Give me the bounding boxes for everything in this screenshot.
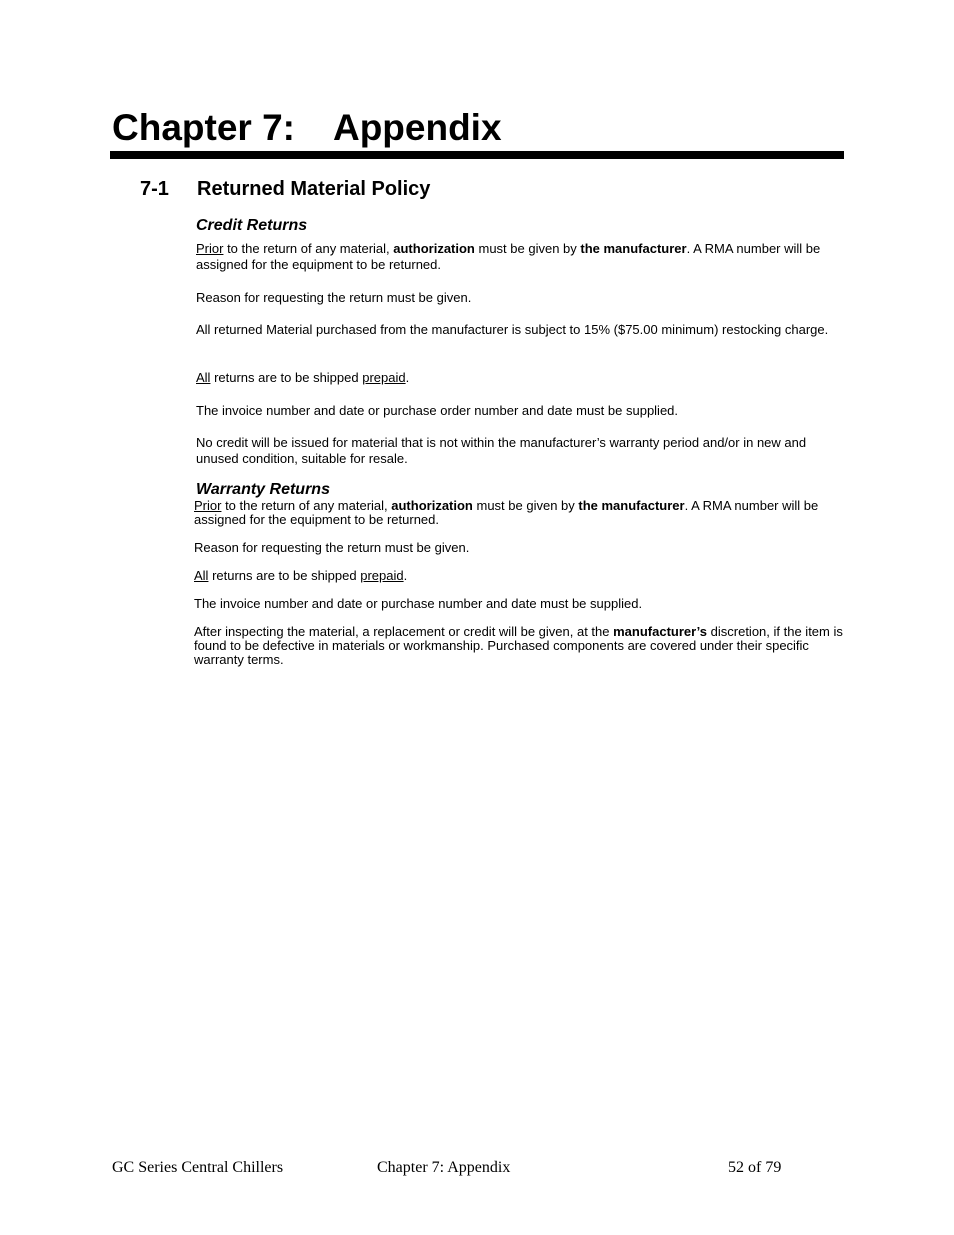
warranty-returns-heading: Warranty Returns bbox=[196, 481, 330, 498]
warranty-returns-paragraph-reason: Reason for requesting the return must be given. bbox=[194, 540, 470, 555]
chapter-name: Appendix bbox=[332, 107, 502, 148]
section-number: 7-1 bbox=[140, 178, 169, 200]
title-rule bbox=[110, 151, 844, 159]
footer-document-title: GC Series Central Chillers bbox=[112, 1159, 284, 1176]
chapter-label: Chapter 7: bbox=[112, 107, 295, 148]
credit-returns-heading: Credit Returns bbox=[196, 217, 308, 234]
credit-returns-paragraph-restocking: All returned Material purchased from the manufacturer is subject to 15% ($75.00 minimum) restocking charge. bbox=[196, 322, 829, 337]
footer-chapter: Chapter 7: Appendix bbox=[377, 1159, 511, 1176]
chapter-title bbox=[112, 104, 502, 152]
prepaid-text: prepaid bbox=[360, 568, 404, 583]
prior-text: Prior bbox=[196, 241, 224, 256]
manufacturers-text: manufacturer’s bbox=[613, 624, 708, 639]
credit-returns-paragraph-invoice: The invoice number and date or purchase order number and date must be supplied. bbox=[196, 403, 679, 418]
all-text: All bbox=[196, 370, 211, 385]
credit-returns-paragraph-prepaid: All returns are to be shipped prepaid. bbox=[196, 370, 410, 385]
warranty-returns-paragraph-inspection: After inspecting the material, a replacement or credit will be given, at the manufacturer’s discretion, if the item is found to be defective in materials or workmanship. Purchased components are covered under their specific warranty terms. bbox=[194, 624, 843, 667]
manufacturer-text: the manufacturer bbox=[580, 241, 687, 256]
credit-returns-paragraph-warranty-period: No credit will be issued for material that is not within the manufacturer’s warranty period and/or in new and unused condition, suitable for resale. bbox=[196, 435, 807, 466]
manufacturer-text: the manufacturer bbox=[578, 498, 685, 513]
all-text: All bbox=[194, 568, 209, 583]
credit-returns-paragraph-reason: Reason for requesting the return must be given. bbox=[196, 290, 472, 305]
footer-page-number: 52 of 79 bbox=[728, 1159, 782, 1176]
warranty-returns-paragraph-prepaid: All returns are to be shipped prepaid. bbox=[194, 568, 408, 583]
warranty-returns-paragraph-invoice: The invoice number and date or purchase number and date must be supplied. bbox=[194, 596, 643, 611]
prior-text: Prior bbox=[194, 498, 222, 513]
section-title: Returned Material Policy bbox=[197, 178, 431, 200]
credit-returns-paragraph-authorization: Prior to the return of any material, authorization must be given by the manufacturer. A RMA number will be assigned for the equipment to be returned. bbox=[196, 241, 821, 272]
section-heading bbox=[140, 176, 430, 202]
warranty-returns-paragraph-authorization: Prior to the return of any material, authorization must be given by the manufacturer. A RMA number will be assigned for the equipment to be returned. bbox=[194, 498, 819, 527]
prepaid-text: prepaid bbox=[362, 370, 406, 385]
authorization-text: authorization bbox=[393, 241, 475, 256]
authorization-text: authorization bbox=[391, 498, 473, 513]
